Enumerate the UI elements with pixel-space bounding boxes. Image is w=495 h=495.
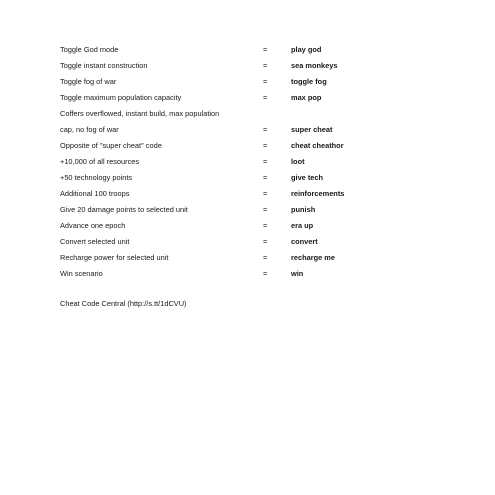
- cheat-row: [60, 250, 460, 266]
- cheat-description: Recharge power for selected unit: [60, 253, 169, 262]
- cheat-row: [60, 138, 460, 154]
- cheat-code: sea monkeys: [291, 61, 338, 70]
- cheat-code: max pop: [291, 93, 322, 102]
- cheat-description: Convert selected unit: [60, 237, 130, 246]
- cheat-code: punish: [291, 205, 316, 214]
- cheat-separator: =: [263, 269, 268, 278]
- cheat-code: play god: [291, 45, 322, 54]
- cheat-separator: =: [263, 93, 268, 102]
- cheat-code: reinforcements: [291, 189, 345, 198]
- cheat-separator: =: [263, 237, 268, 246]
- cheat-code: super cheat: [291, 125, 333, 134]
- cheat-description: Coffers overflowed, instant build, max population: [60, 109, 220, 118]
- cheat-description: Win scenario: [60, 269, 103, 278]
- cheat-separator: =: [263, 157, 268, 166]
- cheat-row: [60, 122, 460, 138]
- cheat-separator: =: [263, 125, 268, 134]
- cheat-description: Toggle instant construction: [60, 61, 148, 70]
- cheat-row: [60, 266, 460, 282]
- cheat-separator: =: [263, 189, 268, 198]
- cheat-row: [60, 58, 460, 74]
- cheat-code: give tech: [291, 173, 324, 182]
- cheat-separator: =: [263, 61, 268, 70]
- cheat-code: era up: [291, 221, 314, 230]
- cheat-row: [60, 90, 460, 106]
- cheat-code: loot: [291, 157, 305, 166]
- cheat-code: toggle fog: [291, 77, 327, 86]
- cheat-description: cap, no fog of war: [60, 125, 119, 134]
- cheat-description: Additional 100 troops: [60, 189, 130, 198]
- cheat-row: [60, 202, 460, 218]
- cheat-row: [60, 218, 460, 234]
- cheat-description: Toggle maximum population capacity: [60, 93, 182, 102]
- cheat-separator: =: [263, 205, 268, 214]
- cheat-separator: =: [263, 173, 268, 182]
- cheat-row: [60, 74, 460, 90]
- cheat-separator: =: [263, 221, 268, 230]
- cheat-code: recharge me: [291, 253, 335, 262]
- cheat-separator: =: [263, 141, 268, 150]
- cheat-code: convert: [291, 237, 318, 246]
- cheat-description: +50 technology points: [60, 173, 133, 182]
- cheat-row: [60, 170, 460, 186]
- source-credit: Cheat Code Central (http://s.tt/1dCVU): [60, 299, 187, 308]
- cheat-code: cheat cheathor: [291, 141, 344, 150]
- cheat-description: Toggle God mode: [60, 45, 119, 54]
- cheat-row: [60, 154, 460, 170]
- cheat-row: [60, 234, 460, 250]
- cheat-row: [60, 42, 460, 58]
- cheat-row: [60, 186, 460, 202]
- cheat-row: [60, 106, 460, 122]
- cheat-separator: =: [263, 77, 268, 86]
- cheat-separator: =: [263, 253, 268, 262]
- cheat-description: Give 20 damage points to selected unit: [60, 205, 188, 214]
- cheat-code-list: [60, 42, 460, 282]
- cheat-description: +10,000 of all resources: [60, 157, 140, 166]
- cheat-description: Opposite of "super cheat" code: [60, 141, 162, 150]
- cheat-code: win: [291, 269, 304, 278]
- cheat-description: Toggle fog of war: [60, 77, 117, 86]
- cheat-separator: =: [263, 45, 268, 54]
- cheat-description: Advance one epoch: [60, 221, 126, 230]
